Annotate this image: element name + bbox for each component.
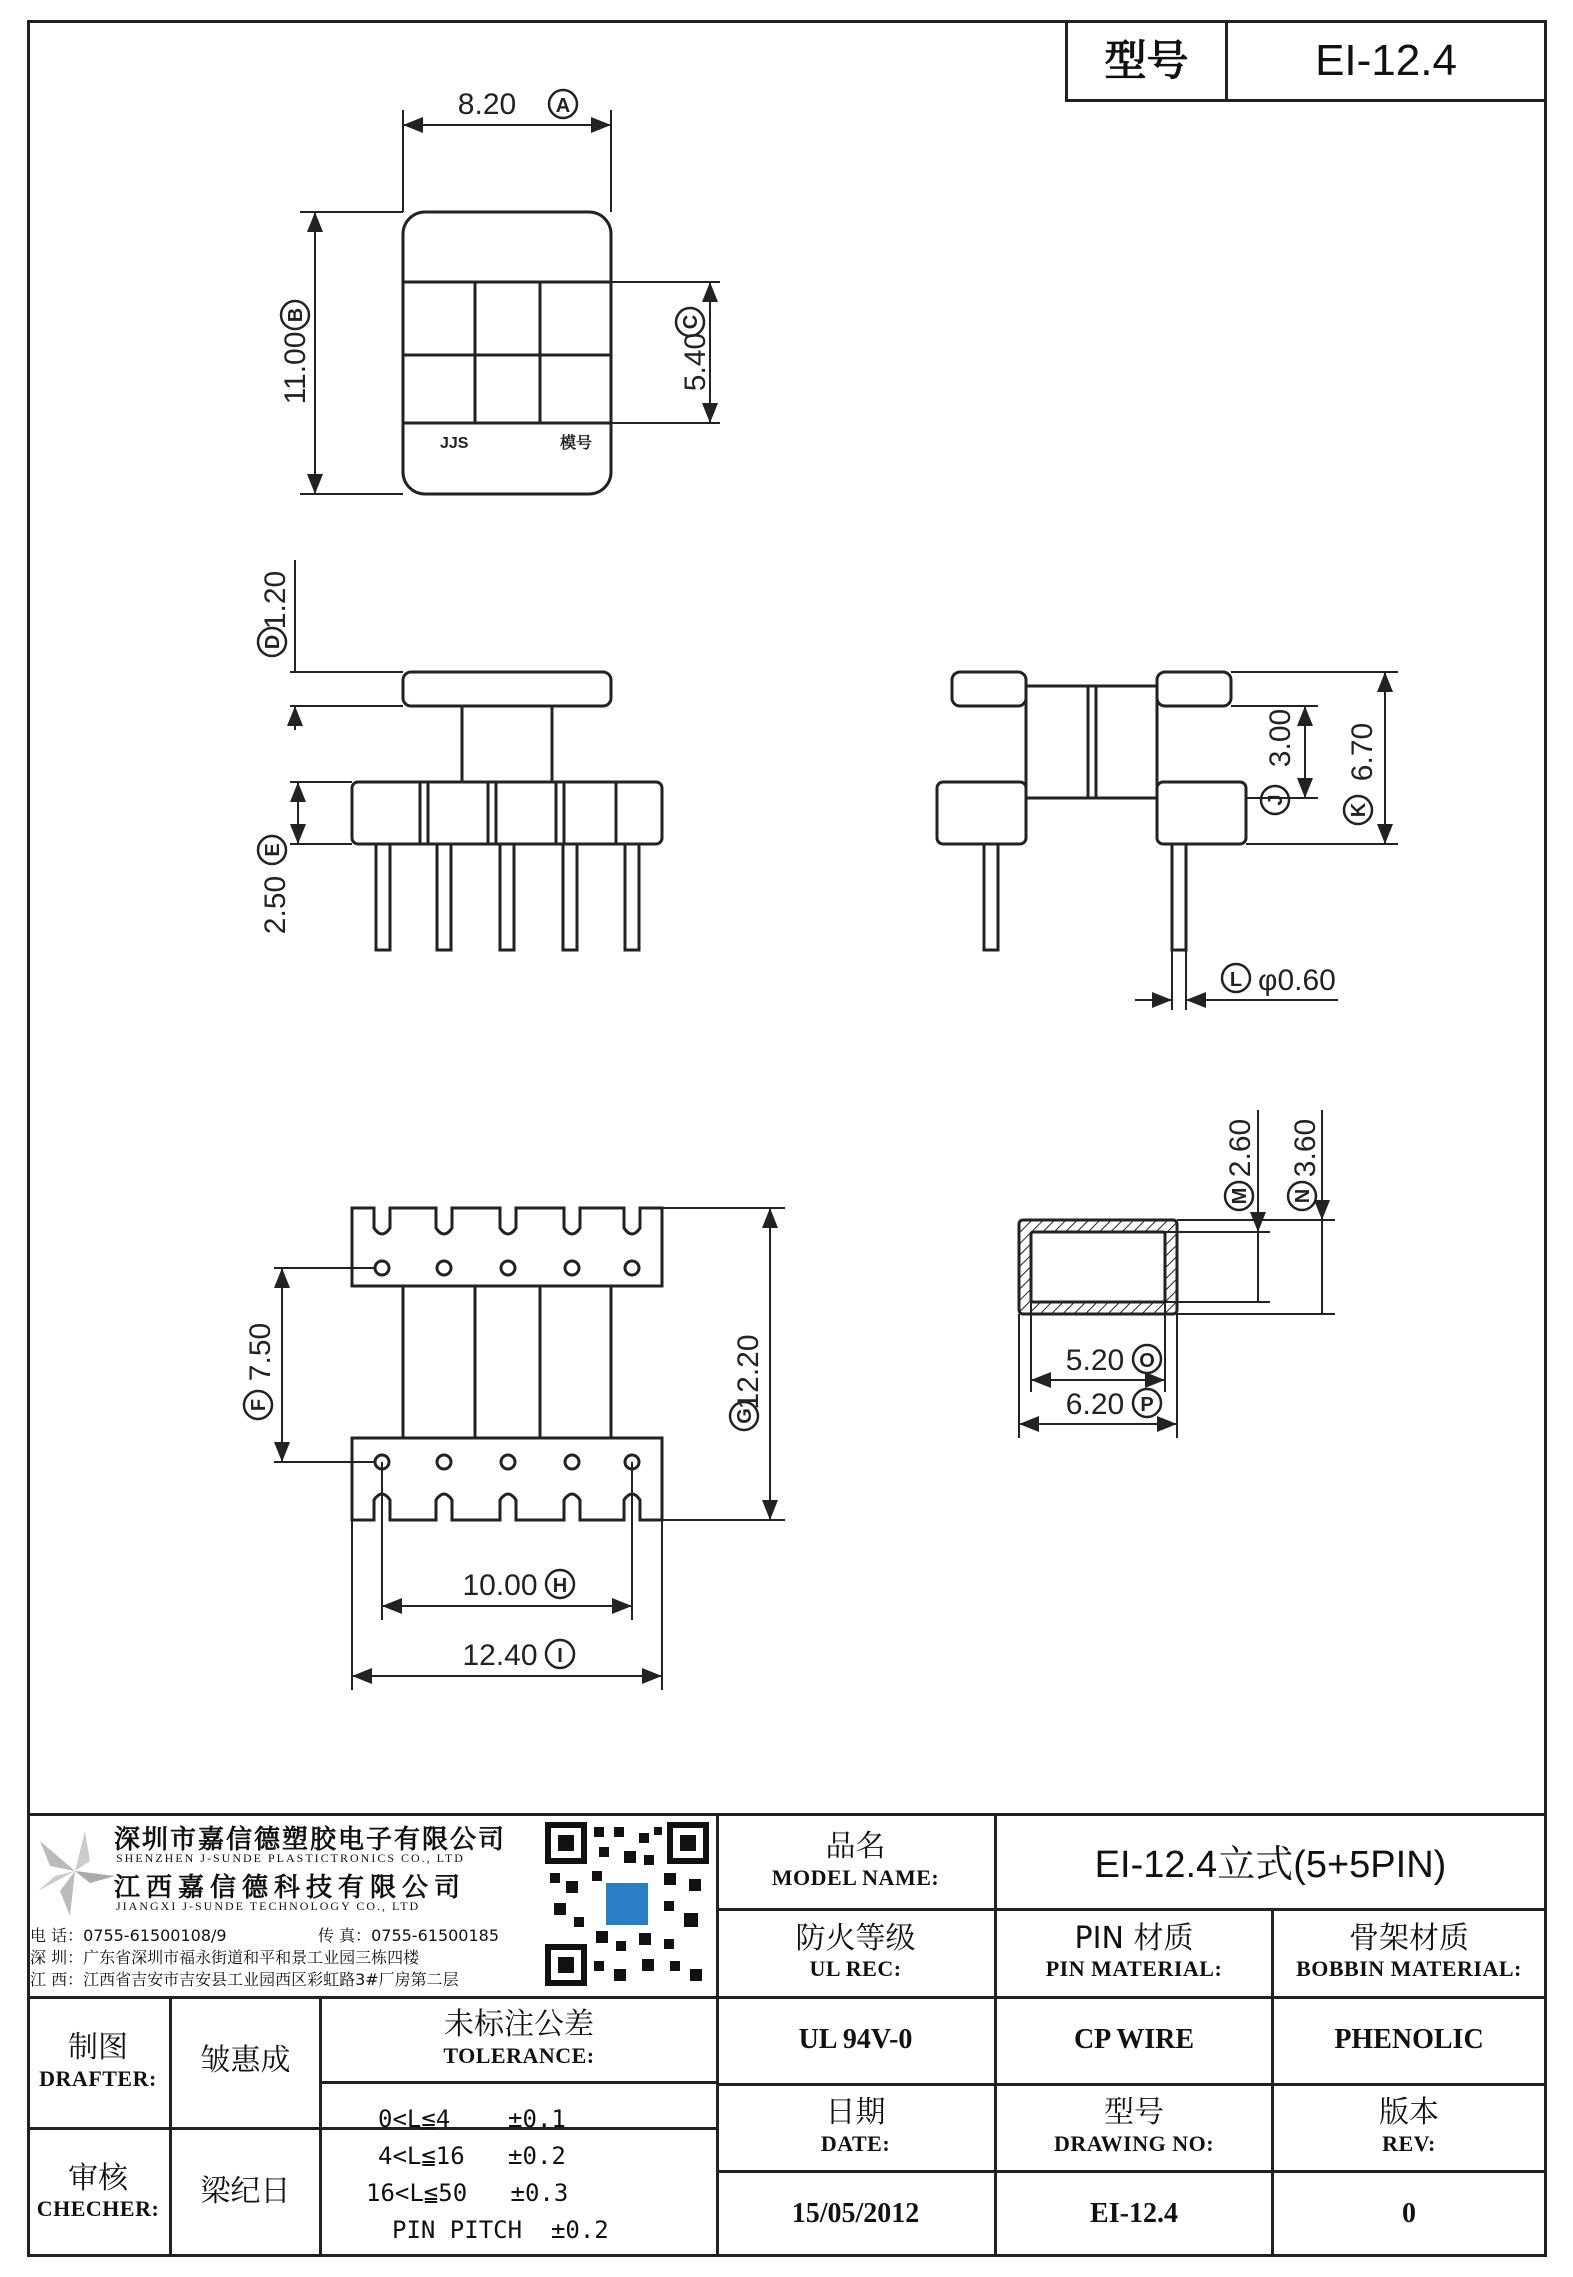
callout-c: C bbox=[680, 314, 702, 330]
callout-a: A bbox=[555, 95, 571, 117]
tolerance-line-1: 0<L≦4 ±0.1 bbox=[378, 2105, 566, 2133]
dim-o-value: 5.20 bbox=[1065, 1344, 1125, 1377]
callout-o: O bbox=[1139, 1350, 1155, 1372]
rev-label bbox=[1274, 2083, 1544, 2170]
tolerance-line-4: PIN PITCH ±0.2 bbox=[392, 2216, 609, 2244]
side-view bbox=[937, 672, 1398, 1010]
pin-material-label-cn: PIN 材质 bbox=[1074, 1920, 1194, 1956]
bobbin-material-label-cn: 骨架材质 bbox=[1349, 1920, 1469, 1956]
company-name-cn-2: 江西嘉信德科技有限公司 bbox=[114, 1873, 467, 1903]
ul-label-cn: 防火等级 bbox=[795, 1920, 916, 1956]
model-name-label-en: MODEL NAME: bbox=[771, 1864, 940, 1890]
callout-n: N bbox=[1292, 1188, 1314, 1204]
date-label-cn: 日期 bbox=[825, 2095, 886, 2131]
company-phone: 电 话：0755-61500108/9 bbox=[30, 1926, 227, 1945]
tolerance-line-2: 4<L≦16 ±0.2 bbox=[378, 2142, 566, 2170]
callout-p: P bbox=[1140, 1394, 1154, 1416]
date-value: 15/05/2012 bbox=[717, 2170, 997, 2257]
ul-label bbox=[717, 1908, 997, 1996]
model-name-row bbox=[717, 1813, 1547, 1911]
drafter-label bbox=[27, 1996, 172, 2127]
drawing-no-label-en: DRAWING NO: bbox=[1053, 2130, 1215, 2156]
date-label-en: DATE: bbox=[820, 2130, 891, 2156]
checker-label bbox=[27, 2127, 172, 2257]
checker-label-cn: 审核 bbox=[68, 2160, 128, 2196]
company-block-border bbox=[27, 1813, 719, 1999]
date-label bbox=[717, 2083, 997, 2170]
callout-j: J bbox=[1265, 794, 1287, 806]
dim-p-value: 6.20 bbox=[1065, 1388, 1125, 1421]
date-value-row bbox=[717, 2170, 1547, 2257]
bottom-view bbox=[244, 1208, 785, 1690]
top-view bbox=[279, 88, 720, 494]
dim-k-value: 6.70 bbox=[1346, 722, 1379, 782]
rev-label-cn: 版本 bbox=[1379, 2095, 1439, 2131]
ul-value: UL 94V-0 bbox=[717, 1996, 997, 2083]
date-header-row bbox=[717, 2083, 1547, 2173]
callout-b: B bbox=[285, 307, 307, 323]
bobbin-material-value: PHENOLIC bbox=[1334, 2023, 1484, 2055]
dim-j-value: 3.00 bbox=[1264, 708, 1297, 768]
checker-value: 梁纪日 bbox=[172, 2127, 322, 2257]
dim-d-value: 1.20 bbox=[259, 570, 292, 630]
dim-n-value: 3.60 bbox=[1289, 1118, 1322, 1178]
rev-label-en: REV: bbox=[1382, 2130, 1436, 2156]
bobbin-material-label bbox=[1274, 1908, 1544, 1996]
drawing-no-value: EI-12.4 bbox=[997, 2170, 1274, 2257]
model-name-label-cn: 品名 bbox=[825, 1829, 886, 1865]
drafter-label-en: DRAFTER: bbox=[39, 2065, 157, 2091]
title-block-value: EI-12.4 bbox=[1315, 36, 1457, 85]
bobbin-material-label-en: BOBBIN MATERIAL: bbox=[1296, 1956, 1522, 1982]
drafter-row bbox=[27, 1996, 719, 2130]
dim-m-value: 2.60 bbox=[1224, 1118, 1257, 1178]
company-name-en-1: SHENZHEN J-SUNDE PLASTICTRONICS CO., LTD bbox=[116, 1851, 465, 1865]
pin-material-value: CP WIRE bbox=[997, 1996, 1274, 2083]
title-block-label: 型号 bbox=[1068, 23, 1228, 99]
pin-material-label bbox=[997, 1908, 1274, 1996]
model-name-label bbox=[717, 1813, 997, 1908]
dim-b-value: 11.00 bbox=[279, 331, 312, 405]
callout-d: D bbox=[262, 634, 284, 650]
tolerance-label bbox=[322, 1996, 716, 2084]
company-fax: 传 真：0755-61500185 bbox=[318, 1926, 500, 1945]
callout-h: H bbox=[552, 1575, 568, 1597]
dim-g-value: 12.20 bbox=[732, 1334, 765, 1410]
dim-l-value: φ0.60 bbox=[1258, 964, 1336, 997]
callout-m: M bbox=[1229, 1187, 1251, 1205]
pin-material-label-en: PIN MATERIAL: bbox=[1045, 1956, 1223, 1982]
drawing-no-label bbox=[997, 2083, 1274, 2170]
drawing-no-label-cn: 型号 bbox=[1104, 2095, 1164, 2131]
front-view bbox=[258, 560, 662, 950]
dim-a-value: 8.20 bbox=[457, 88, 517, 121]
company-address-jiangxi: 江 西：江西省吉安市吉安县工业园西区彩虹路3#厂房第二层 bbox=[30, 1970, 459, 1989]
dim-c-value: 5.40 bbox=[679, 332, 712, 392]
callout-e: E bbox=[262, 843, 284, 857]
dim-h-value: 10.00 bbox=[462, 1569, 538, 1602]
callout-k: K bbox=[1348, 802, 1370, 818]
company-name-cn-1: 深圳市嘉信德塑胶电子有限公司 bbox=[114, 1825, 507, 1855]
dim-f-value: 7.50 bbox=[244, 1322, 277, 1382]
tolerance-line-3: 16<L≦50 ±0.3 bbox=[366, 2179, 569, 2207]
drafter-label-cn: 制图 bbox=[68, 2030, 128, 2066]
company-address-shenzhen: 深 圳：广东省深圳市福永街道和平和景工业园三栋四楼 bbox=[30, 1948, 420, 1967]
top-mark-right: 模号 bbox=[560, 435, 593, 452]
material-header-row bbox=[717, 1908, 1547, 1999]
dim-i-value: 12.40 bbox=[462, 1639, 538, 1672]
callout-g: G bbox=[734, 1408, 756, 1424]
rev-value: 0 bbox=[1402, 2197, 1416, 2229]
tolerance-label-cn: 未标注公差 bbox=[444, 2007, 594, 2043]
callout-i: I bbox=[557, 1645, 563, 1667]
ul-label-en: UL REC: bbox=[809, 1956, 902, 1982]
window-view bbox=[1019, 1110, 1335, 1438]
material-value-row bbox=[717, 1996, 1547, 2086]
top-mark-left: JJS bbox=[440, 435, 469, 452]
dim-e-value: 2.50 bbox=[259, 875, 292, 935]
company-name-en-2: JIANGXI J-SUNDE TECHNOLOGY CO., LTD bbox=[116, 1899, 421, 1913]
model-name-value: EI-12.4立式(5+5PIN) bbox=[1094, 1844, 1447, 1886]
callout-l: L bbox=[1229, 969, 1243, 991]
callout-f: F bbox=[248, 1398, 270, 1412]
drafter-value: 皱惠成 bbox=[172, 1996, 322, 2127]
checker-label-en: CHECHER: bbox=[36, 2196, 160, 2222]
tolerance-label-en: TOLERANCE: bbox=[443, 2042, 595, 2068]
